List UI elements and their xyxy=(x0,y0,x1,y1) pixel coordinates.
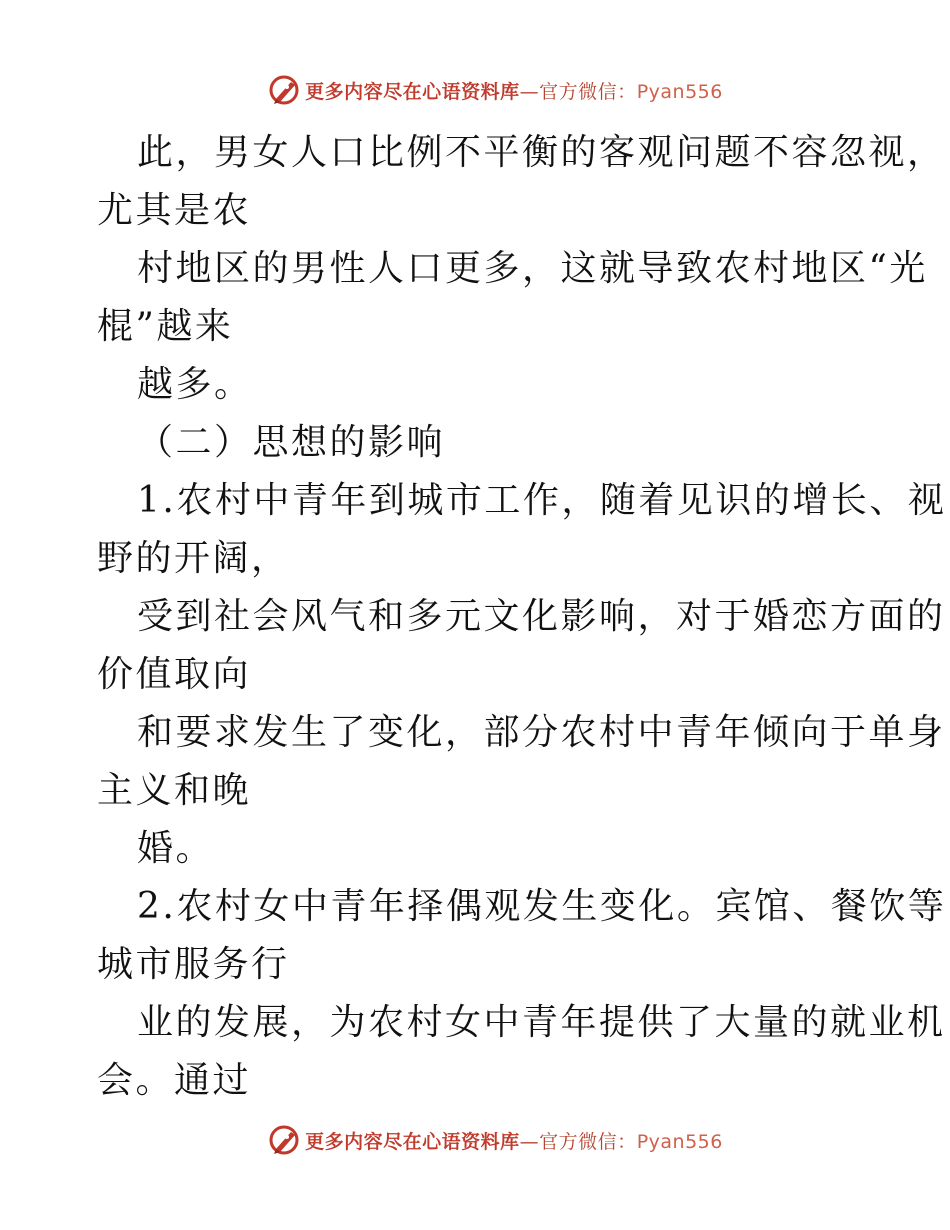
body-line: 野的开阔， xyxy=(97,538,290,579)
body-line: 村地区的男性人口更多，这就导致农村地区“光 xyxy=(137,248,928,289)
body-line: 受到社会风气和多元文化影响，对于婚恋方面的 xyxy=(137,596,946,637)
header-brand-text: 更多内容尽在心语资料库 xyxy=(305,80,520,103)
body-line: 和要求发生了变化，部分农村中青年倾向于单身 xyxy=(137,712,946,753)
header-wechat-id: Pyan556 xyxy=(636,80,723,103)
body-line: 城市服务行 xyxy=(97,944,290,985)
header-banner xyxy=(0,68,950,112)
footer-brand-text: 更多内容尽在心语资料库 xyxy=(305,1130,520,1153)
footer-banner-inner xyxy=(267,1123,723,1157)
header-banner-text xyxy=(305,77,723,104)
section-heading: （二）思想的影响 xyxy=(137,422,446,463)
footer-banner xyxy=(0,1118,950,1162)
body-line: 此，男女人口比例不平衡的客观问题不容忽视， xyxy=(137,132,946,173)
body-line: 主义和晚 xyxy=(97,770,252,811)
body-line: 1.农村中青年到城市工作，随着见识的增长、视 xyxy=(137,480,947,521)
footer-banner-text xyxy=(305,1127,723,1154)
footer-separator: — xyxy=(519,1130,540,1153)
body-line: 业的发展，为农村女中青年提供了大量的就业机 xyxy=(137,1002,946,1043)
footer-wechat-id: Pyan556 xyxy=(636,1130,723,1153)
header-banner-inner xyxy=(267,73,723,107)
document-body xyxy=(97,124,947,1110)
body-line: 婚。 xyxy=(137,828,215,869)
body-line: 2.农村女中青年择偶观发生变化。宾馆、餐饮等 xyxy=(137,886,947,927)
header-separator: — xyxy=(519,80,540,103)
body-line: 棍”越来 xyxy=(97,306,234,347)
body-line: 价值取向 xyxy=(97,654,252,695)
body-line: 会。通过 xyxy=(97,1060,252,1101)
pen-logo-icon xyxy=(267,73,301,107)
body-line: 越多。 xyxy=(137,364,253,405)
footer-wechat-label: 官方微信： xyxy=(539,1130,637,1153)
body-line: 尤其是农 xyxy=(97,190,252,231)
pen-logo-icon xyxy=(267,1123,301,1157)
header-wechat-label: 官方微信： xyxy=(539,80,637,103)
